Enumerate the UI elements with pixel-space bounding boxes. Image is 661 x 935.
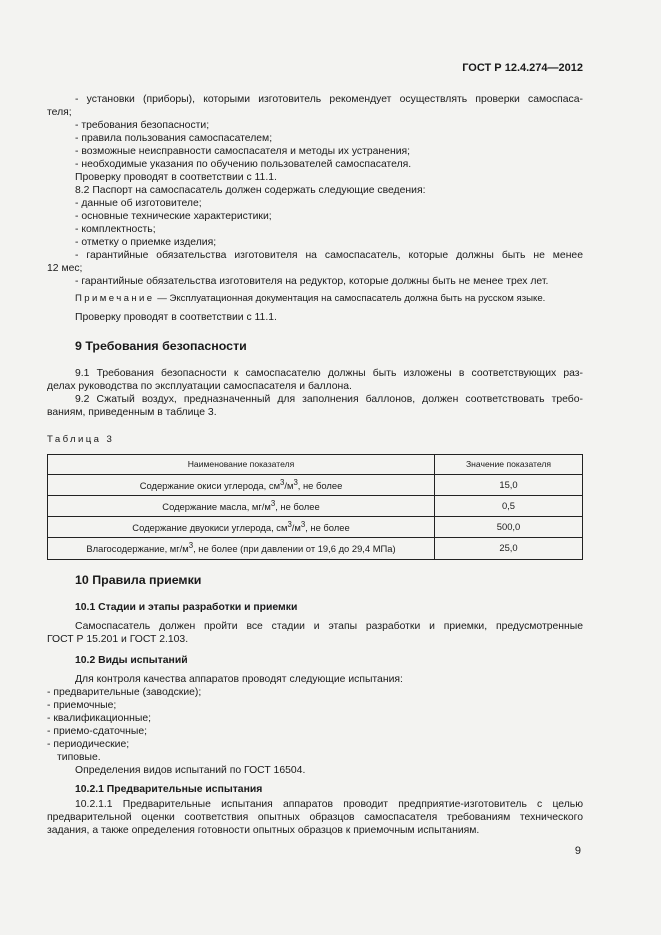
table-row <box>48 538 583 559</box>
table-row <box>48 517 583 538</box>
table-cell-name: Содержание двуокиси углерода, $см^3/м^3$, не более <box>48 517 435 538</box>
clause-9-1: 9.1 Требования безопасности к самоспасателю должны быть изложены в соответствующих раз- <box>75 368 583 379</box>
list-item: - приемочные; <box>47 699 117 711</box>
table-3 <box>47 454 583 560</box>
list-item: - комплектность; <box>75 224 156 235</box>
subsection-10-1-heading: 10.1 Стадии и этапы разработки и приемки <box>75 601 298 613</box>
check-reference: Проверку проводят в соответствии с 11.1. <box>75 172 277 183</box>
list-item: - необходимые указания по обучению пользователей самоспасателя. <box>75 159 412 170</box>
page-content <box>47 93 583 837</box>
list-item: - возможные неисправности самоспасателя и методы их устранения; <box>75 146 411 157</box>
subsection-10-2-1-heading: 10.2.1 Предварительные испытания <box>75 783 263 795</box>
clause-10-1: Самоспасатель должен пройти все стадии и этапы разработки и приемки, предусмотренные <box>75 620 583 632</box>
note-label: Примечание <box>75 293 155 304</box>
list-item: - требования безопасности; <box>75 120 210 131</box>
table-cell-value: 0,5 <box>435 496 583 517</box>
clause-9-2: 9.2 Сжатый воздух, предназначенный для заполнения баллонов, должен соответствовать требо- <box>75 394 583 405</box>
table-header-row <box>48 455 583 475</box>
section-10-heading: 10 Правила приемки <box>75 572 202 587</box>
clause-10-2-1-1-continuation: предварительной оценки соответствия опытных образцов самоспасателя требованиям технического <box>47 811 583 823</box>
list-item: - основные технические характеристики; <box>75 211 272 222</box>
section-9-heading: 9 Требования безопасности <box>75 339 247 353</box>
clause-10-2-1-1: 10.2.1.1 Предварительные испытания аппаратов проводит предприятие-изготовитель с целью <box>75 798 583 810</box>
clause-9-1-continuation: делах руководства по эксплуатации самоспасателя и баллона. <box>47 381 352 392</box>
clause-10-2-intro: Для контроля качества аппаратов проводят следующие испытания: <box>75 673 403 685</box>
table-cell-value: 15,0 <box>435 475 583 496</box>
clause-9-2-continuation: ваниям, приведенным в таблице 3. <box>47 407 217 418</box>
list-item: типовые. <box>57 751 101 763</box>
table-row <box>48 496 583 517</box>
table-cell-name: Содержание масла, $мг/м^3$, не более <box>48 496 435 517</box>
list-item: - установки (приборы), которыми изготовитель рекомендует осуществлять проверки самоспаса- <box>75 94 583 105</box>
list-item: - правила пользования самоспасателем; <box>75 133 273 144</box>
note <box>47 292 583 305</box>
doc-code-header: ГОСТ Р 12.4.274—2012 <box>462 62 583 74</box>
subsection-10-2-heading: 10.2 Виды испытаний <box>75 654 188 666</box>
list-item: - гарантийные обязательства изготовителя на редуктор, которые должны быть не менее трех лет. <box>75 276 549 287</box>
list-item-continuation: теля; <box>47 107 72 118</box>
list-item: - гарантийные обязательства изготовителя на самоспасатель, которые должны быть не менее <box>75 250 583 261</box>
note-text: — Эксплуатационная документация на самоспасатель должна быть на русском языке. <box>154 293 546 304</box>
page-number: 9 <box>574 845 581 857</box>
clause-8-2: 8.2 Паспорт на самоспасатель должен содержать следующие сведения: <box>75 185 426 196</box>
list-item: - данные об изготовителе; <box>75 198 202 209</box>
clause-10-1-continuation: ГОСТ Р 15.201 и ГОСТ 2.103. <box>47 633 189 645</box>
clause-10-2-1-1-continuation: задания, а также определения готовности опытных образцов к приемочным испытаниям. <box>47 824 480 836</box>
table-cell-name: Влагосодержание, $мг/м^3$, не более (при давлении от 19,6 до 29,4 МПа) <box>48 538 435 559</box>
table-cell-name: Содержание окиси углерода, $см^3/м^3$, не более <box>48 475 435 496</box>
table-row <box>48 475 583 496</box>
list-item: - отметку о приемке изделия; <box>75 237 217 248</box>
list-item-continuation: 12 мес; <box>47 263 83 274</box>
table-cell-value: 25,0 <box>435 538 583 559</box>
column-header-name: Наименование показателя <box>48 455 435 475</box>
list-item: - предварительные (заводские); <box>47 686 202 698</box>
table-caption: Таблица 3 <box>47 434 115 445</box>
column-header-value: Значение показателя <box>435 455 583 475</box>
check-reference: Проверку проводят в соответствии с 11.1. <box>75 312 277 323</box>
table-cell-value: 500,0 <box>435 517 583 538</box>
definitions-reference: Определения видов испытаний по ГОСТ 16504. <box>75 764 306 776</box>
list-item: - периодические; <box>47 738 130 750</box>
list-item: - приемо-сдаточные; <box>47 725 148 737</box>
list-item: - квалификационные; <box>47 712 151 724</box>
